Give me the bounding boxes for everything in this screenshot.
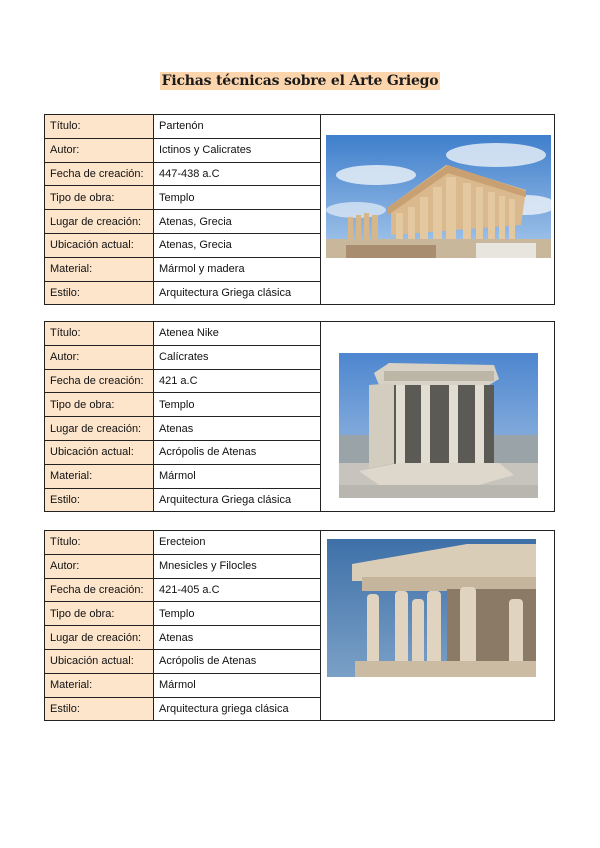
- field-value: Ictinos y Calicrates: [154, 138, 321, 162]
- image-cell: [321, 531, 555, 721]
- field-label: Tipo de obra:: [45, 602, 154, 626]
- field-label: Tipo de obra:: [45, 393, 154, 417]
- field-value: Mármol: [154, 464, 321, 488]
- field-label: Material:: [45, 464, 154, 488]
- field-value: Atenas: [154, 417, 321, 441]
- field-value: Atenea Nike: [154, 322, 321, 346]
- table-row: [45, 531, 555, 555]
- field-value: Acrópolis de Atenas: [154, 440, 321, 464]
- field-value: 421-405 a.C: [154, 578, 321, 602]
- field-label: Título:: [45, 115, 154, 139]
- field-value: Mármol: [154, 673, 321, 697]
- field-value: Atenas: [154, 626, 321, 650]
- field-value: Arquitectura Griega clásica: [154, 281, 321, 305]
- field-value: Partenón: [154, 115, 321, 139]
- atenea-nike-image: [339, 353, 538, 498]
- field-label: Material:: [45, 257, 154, 281]
- field-label: Material:: [45, 673, 154, 697]
- partenon-image: [326, 135, 551, 258]
- page-title: Fichas técnicas sobre el Arte Griego: [161, 73, 439, 89]
- field-label: Título:: [45, 322, 154, 346]
- field-value: 421 a.C: [154, 369, 321, 393]
- field-value: Arquitectura griega clásica: [154, 697, 321, 721]
- field-label: Estilo:: [45, 488, 154, 512]
- field-value: 447-438 a.C: [154, 162, 321, 186]
- field-value: Atenas, Grecia: [154, 210, 321, 234]
- field-label: Autor:: [45, 345, 154, 369]
- field-label: Lugar de creación:: [45, 626, 154, 650]
- field-label: Fecha de creación:: [45, 162, 154, 186]
- field-label: Fecha de creación:: [45, 369, 154, 393]
- title-wrapper: [0, 72, 600, 90]
- field-value: Templo: [154, 602, 321, 626]
- field-label: Ubicación actual:: [45, 649, 154, 673]
- ficha-table-erecteion: [44, 530, 555, 721]
- field-label: Ubicación actual:: [45, 233, 154, 257]
- field-value: Atenas, Grecia: [154, 233, 321, 257]
- field-label: Lugar de creación:: [45, 417, 154, 441]
- image-cell: [321, 115, 555, 305]
- ficha-table-partenon: [44, 114, 555, 305]
- field-label: Autor:: [45, 554, 154, 578]
- image-cell: [321, 322, 555, 512]
- field-value: Calícrates: [154, 345, 321, 369]
- field-value: Templo: [154, 393, 321, 417]
- table-row: [45, 115, 555, 139]
- field-label: Título:: [45, 531, 154, 555]
- field-label: Estilo:: [45, 281, 154, 305]
- field-label: Ubicación actual:: [45, 440, 154, 464]
- field-value: Mnesicles y Filocles: [154, 554, 321, 578]
- ficha-table-atenea-nike: [44, 321, 555, 512]
- field-label: Autor:: [45, 138, 154, 162]
- field-value: Arquitectura Griega clásica: [154, 488, 321, 512]
- field-label: Tipo de obra:: [45, 186, 154, 210]
- field-label: Estilo:: [45, 697, 154, 721]
- table-row: [45, 322, 555, 346]
- field-value: Erecteion: [154, 531, 321, 555]
- field-value: Mármol y madera: [154, 257, 321, 281]
- field-label: Lugar de creación:: [45, 210, 154, 234]
- erecteion-image: [327, 539, 536, 677]
- field-label: Fecha de creación:: [45, 578, 154, 602]
- field-value: Templo: [154, 186, 321, 210]
- field-value: Acrópolis de Atenas: [154, 649, 321, 673]
